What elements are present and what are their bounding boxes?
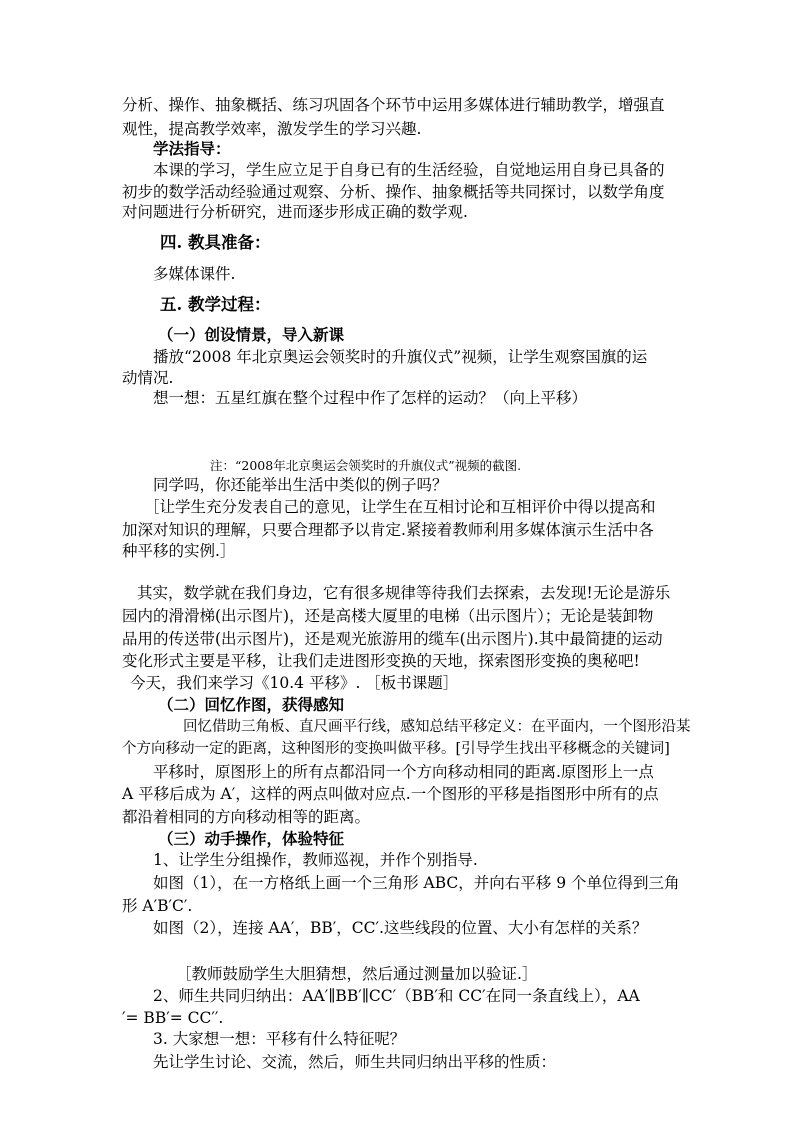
paragraph-line: 播放“2008 年北京奥运会领奖时的升旗仪式”视频，让学生观察国旗的运 xyxy=(153,348,648,366)
subsection-heading-1: （一）创设情景，导入新课 xyxy=(158,325,345,344)
paragraph-line: 3. 大家想一想：平移有什么特征呢？ xyxy=(153,1030,406,1048)
paragraph-line: 品用的传送带(出示图片)，还是观光旅游用的缆车(出示图片).其中最简捷的运动 xyxy=(122,630,663,648)
paragraph-line: 加深对知识的理解，只要合理都予以肯定.紧接着教师利用多媒体演示生活中各 xyxy=(122,521,654,539)
paragraph-line: 对问题进行分析研究，进而逐步形成正确的数学观. xyxy=(122,203,468,221)
image-caption-note: 注：“2008年北京奥运会领奖时的升旗仪式”视频的截图. xyxy=(210,458,522,473)
paragraph-line: ［教师鼓励学生大胆猜想，然后通过测量加以验证.］ xyxy=(176,965,538,983)
paragraph-line: ′= BB′= CC′′. xyxy=(122,1009,224,1027)
paragraph-line: 如图（2），连接 AA′，BB′，CC′.这些线段的位置、大小有怎样的关系？ xyxy=(153,919,648,937)
paragraph-line: 个方向移动一定的距离，这种图形的变换叫做平移。[引导学生找出平移概念的关键词] xyxy=(122,741,670,757)
paragraph-line: 其实，数学就在我们身边，它有很多规律等待我们去探索，去发现!无论是游乐 xyxy=(137,584,671,602)
paragraph-line: A 平移后成为 A′，这样的两点叫做对应点.一个图形的平移是指图形中所有的点 xyxy=(122,785,659,803)
paragraph-line: 如图（1），在一方格纸上画一个三角形 ABC，并向右平移 9 个单位得到三角 xyxy=(153,874,680,892)
subsection-heading-2: （二）回忆作图，获得感知 xyxy=(158,695,345,714)
paragraph-line: 2、师生共同归纳出：AA′∥BB′∥CC′（BB′和 CC′在同一条直线上），AA xyxy=(153,987,640,1005)
paragraph-line: 形 A′B′C′. xyxy=(122,897,193,915)
paragraph-line: 回忆借助三角板、直尺画平行线，感知总结平移定义：在平面内，一个图形沿某 xyxy=(183,719,691,735)
paragraph-line: 园内的滑滑梯(出示图片)，还是高楼大厦里的电梯（出示图片）；无论是装卸物 xyxy=(122,607,654,625)
section-heading-study-method: 学法指导： xyxy=(153,139,231,158)
paragraph-line: 分析、操作、抽象概括、练习巩固各个环节中运用多媒体进行辅助教学，增强直 xyxy=(122,96,665,114)
paragraph-line: 本课的学习，学生应立足于自身已有的生活经验，自觉地运用自身已具备的 xyxy=(153,161,665,179)
paragraph-line: 种平移的实例.］ xyxy=(122,542,236,560)
subsection-heading-3: （三）动手操作，体验特征 xyxy=(158,829,345,848)
paragraph-line: 变化形式主要是平移，让我们走进图形变换的天地，探索图形变换的奥秘吧! xyxy=(122,652,640,670)
paragraph-line: 都沿着相同的方向移动相等的距离。 xyxy=(122,808,371,826)
paragraph-line: 多媒体课件. xyxy=(153,265,236,283)
paragraph-line: 先让学生讨论、交流，然后，师生共同归纳出平移的性质： xyxy=(153,1053,557,1071)
paragraph-line: 观性，提高教学效率，激发学生的学习兴趣. xyxy=(122,120,422,138)
paragraph-line: 平移时，原图形上的所有点都沿同一个方向移动相同的距离.原图形上一点 xyxy=(153,763,654,781)
paragraph-line: ［让学生充分发表自己的意见，让学生在互相讨论和互相评价中得以提高和 xyxy=(144,498,656,516)
paragraph-line: 动情况. xyxy=(122,369,174,387)
paragraph-line: 同学吗，你还能举出生活中类似的例子吗？ xyxy=(153,476,448,494)
paragraph-line: 初步的数学活动经验通过观察、分析、操作、抽象概括等共同探讨，以数学角度 xyxy=(122,183,665,201)
section-heading-teaching-process: 五. 教学过程： xyxy=(160,295,271,314)
paragraph-line: 1、让学生分组操作，教师巡视，并作个别指导. xyxy=(153,851,478,869)
paragraph-line: 想一想：五星红旗在整个过程中作了怎样的运动？（向上平移） xyxy=(153,389,588,407)
section-heading-teaching-aids: 四. 教具准备： xyxy=(160,233,271,252)
paragraph-line: 今天，我们来学习《10.4 平移》. ［板书课题］ xyxy=(130,674,459,692)
